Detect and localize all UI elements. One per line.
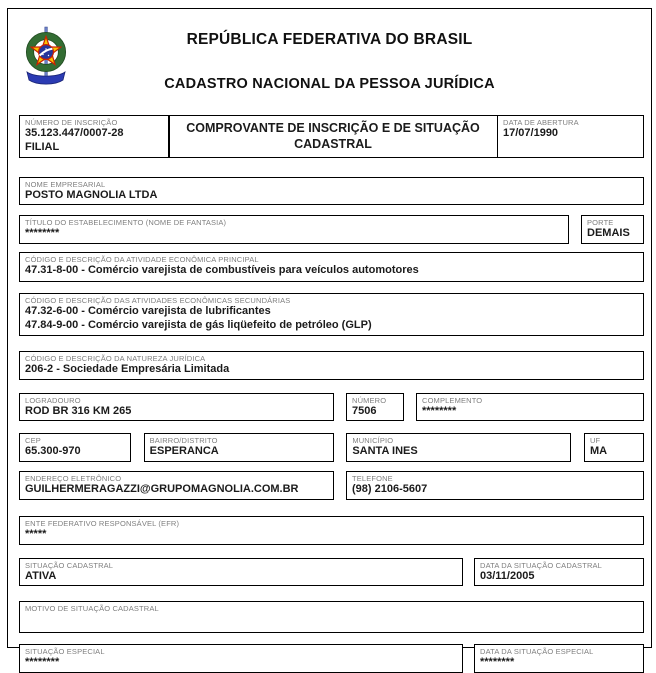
field-cep	[19, 433, 131, 462]
brazil-coat-of-arms-icon	[22, 25, 70, 91]
field-value: SANTA INES	[352, 445, 418, 458]
field-label: CEP	[25, 436, 41, 446]
field-porte	[581, 215, 644, 244]
field-situacao-especial	[19, 644, 463, 673]
field-label: CÓDIGO E DESCRIÇÃO DAS ATIVIDADES ECONÔMICAS SECUNDÁRIAS	[25, 296, 291, 306]
field-value: ESPERANCA	[149, 445, 219, 458]
certificate-title-text: COMPROVANTE DE INSCRIÇÃO E DE SITUAÇÃO CADASTRAL	[186, 121, 480, 152]
field-label: SITUAÇÃO ESPECIAL	[25, 647, 105, 657]
field-label: NOME EMPRESARIAL	[25, 179, 106, 189]
field-label: ENDEREÇO ELETRÔNICO	[25, 474, 122, 483]
field-situacao-cadastral	[19, 558, 463, 587]
field-value: 17/07/1990	[503, 127, 559, 139]
field-value: 47.32-6-00 - Comércio varejista de lubrificantes	[25, 305, 271, 318]
field-label: BAIRRO/DISTRITO	[149, 436, 218, 446]
field-numero	[346, 393, 404, 422]
field-numero-de-inscricao	[19, 115, 169, 158]
field-value: ********	[480, 656, 515, 669]
field-label: UF	[589, 436, 601, 446]
field-value: ATIVA	[25, 569, 57, 582]
field-value: ********	[422, 404, 457, 417]
field-nome-empresarial	[19, 177, 644, 206]
field-atividades-economicas-secundarias	[19, 293, 644, 336]
republic-title: REPÚBLICA FEDERATIVA DO BRASIL	[186, 31, 473, 48]
field-data-situacao-especial	[474, 644, 644, 673]
field-label: COMPLEMENTO	[422, 395, 483, 405]
form-content	[19, 115, 644, 673]
field-label: LOGRADOURO	[25, 395, 81, 405]
field-label: NÚMERO DE INSCRIÇÃO	[25, 118, 118, 127]
field-value-type: FILIAL	[25, 140, 60, 153]
field-value: 7506	[352, 404, 377, 417]
field-titulo-do-estabelecimento	[19, 215, 569, 244]
field-ente-federativo-responsavel	[19, 516, 644, 545]
field-label: DATA DE ABERTURA	[503, 118, 579, 127]
field-value: 65.300-970	[25, 445, 81, 458]
field-atividade-economica-principal	[19, 252, 644, 282]
field-value: 35.123.447/0007-28	[25, 127, 124, 139]
field-natureza-juridica	[19, 351, 644, 380]
field-label: DATA DA SITUAÇÃO CADASTRAL	[480, 560, 602, 570]
field-label: TÍTULO DO ESTABELECIMENTO (NOME DE FANTASIA)	[25, 218, 227, 228]
field-logradouro	[19, 393, 334, 422]
field-value: GUILHERMERAGAZZI@GRUPOMAGNOLIA.COM.BR	[25, 483, 299, 495]
field-label: TELEFONE	[352, 474, 393, 483]
cnpj-certificate-page	[7, 8, 652, 669]
field-value: POSTO MAGNOLIA LTDA	[25, 188, 158, 201]
field-value: ********	[25, 656, 60, 669]
field-motivo-situacao-cadastral	[19, 601, 644, 633]
field-label: CÓDIGO E DESCRIÇÃO DA ATIVIDADE ECONÔMICA PRINCIPAL	[25, 255, 259, 265]
field-label: MUNICÍPIO	[352, 436, 394, 446]
field-value: 03/11/2005	[480, 569, 535, 582]
field-municipio	[346, 433, 571, 462]
field-complemento	[416, 393, 644, 422]
field-telefone	[346, 471, 644, 500]
field-label: NÚMERO	[352, 395, 387, 405]
field-label: CÓDIGO E DESCRIÇÃO DA NATUREZA JURÍDICA	[25, 353, 206, 363]
registry-title: CADASTRO NACIONAL DA PESSOA JURÍDICA	[164, 76, 495, 92]
field-endereco-eletronico	[19, 471, 334, 500]
field-data-situacao-cadastral	[474, 558, 644, 587]
field-value: MA	[589, 445, 608, 458]
field-value: ROD BR 316 KM 265	[25, 404, 132, 417]
field-value: *****	[25, 527, 47, 540]
field-label: SITUAÇÃO CADASTRAL	[25, 560, 114, 570]
field-value: (98) 2106-5607	[352, 483, 428, 495]
field-value: DEMAIS	[587, 227, 630, 240]
field-bairro-distrito	[144, 433, 334, 462]
field-label: ENTE FEDERATIVO RESPONSÁVEL (EFR)	[25, 518, 180, 528]
field-data-de-abertura	[497, 115, 644, 158]
certificate-title	[169, 115, 498, 158]
field-value: ********	[25, 227, 60, 240]
field-label: MOTIVO DE SITUAÇÃO CADASTRAL	[25, 604, 159, 614]
field-label: PORTE	[587, 218, 614, 228]
field-label: DATA DA SITUAÇÃO ESPECIAL	[480, 647, 594, 657]
field-value: 206-2 - Sociedade Empresária Limitada	[25, 362, 230, 375]
field-value: 47.31-8-00 - Comércio varejista de combustíveis para veículos automotores	[25, 264, 419, 277]
field-uf	[584, 433, 644, 462]
field-value: 47.84-9-00 - Comércio varejista de gás liqüefeito de petróleo (GLP)	[25, 319, 372, 331]
